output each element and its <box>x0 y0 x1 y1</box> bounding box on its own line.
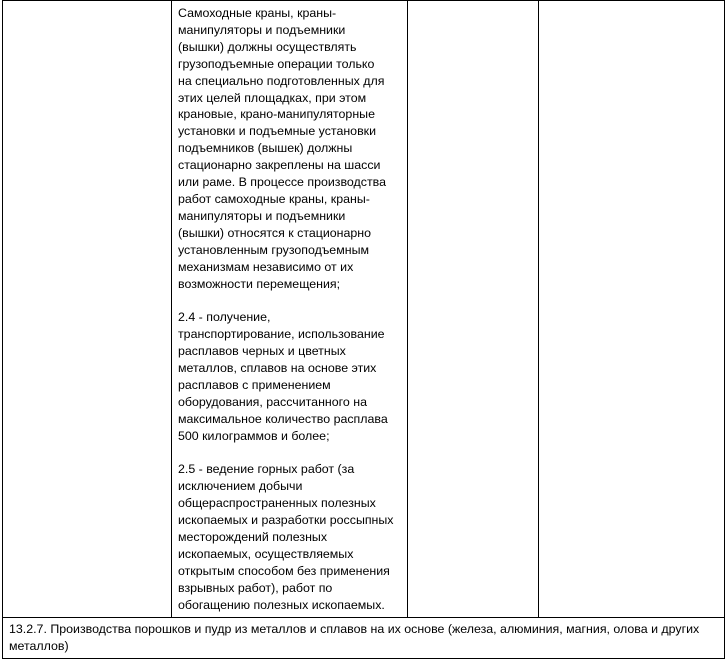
paragraph-crane-requirements: Самоходные краны, краны- манипуляторы и подъемники (вышки) должны осуществлять грузоподъемные операции только на специально подготовленных для этих целей площадках, при этом крановые, крано-манипуляторные установки и подъемные установки подъемников (вышек) должны стационарно закреплены на шасси или раме. В процессе производства работ самоходные краны, краны- манипуляторы и подъемники (вышки) относятся к стационарно установленным грузоподъемным механизмам независимо от их возможности перемещения; <box>178 6 386 291</box>
empty-cell-fourth <box>539 1 725 618</box>
paragraph-item-2-5: 2.5 - ведение горных работ (за исключением добычи общераспространенных полезных ископаемых и разработки россыпных месторождений полезных ископаемых, осуществляемых открытым способом без применения взрывных работ), работ по обогащению полезных ископаемых. <box>178 462 394 612</box>
document-table <box>2 0 725 659</box>
description-text <box>172 1 407 614</box>
empty-cell-first <box>3 1 172 618</box>
table-row-section-heading <box>3 618 725 659</box>
description-cell <box>172 1 408 618</box>
empty-cell-third <box>408 1 539 618</box>
table-row <box>3 1 725 618</box>
section-heading-cell <box>3 618 725 659</box>
section-heading-13-2-7: 13.2.7. Производства порошков и пудр из металлов и сплавов на их основе (железа, алюминия, магния, олова и других металлов) <box>9 622 700 653</box>
paragraph-item-2-4: 2.4 - получение, транспортирование, использование расплавов черных и цветных металлов, сплавов на основе этих расплавов с применением оборудования, рассчитанного на максимальное количество расплава 500 килограммов и более; <box>178 310 388 443</box>
